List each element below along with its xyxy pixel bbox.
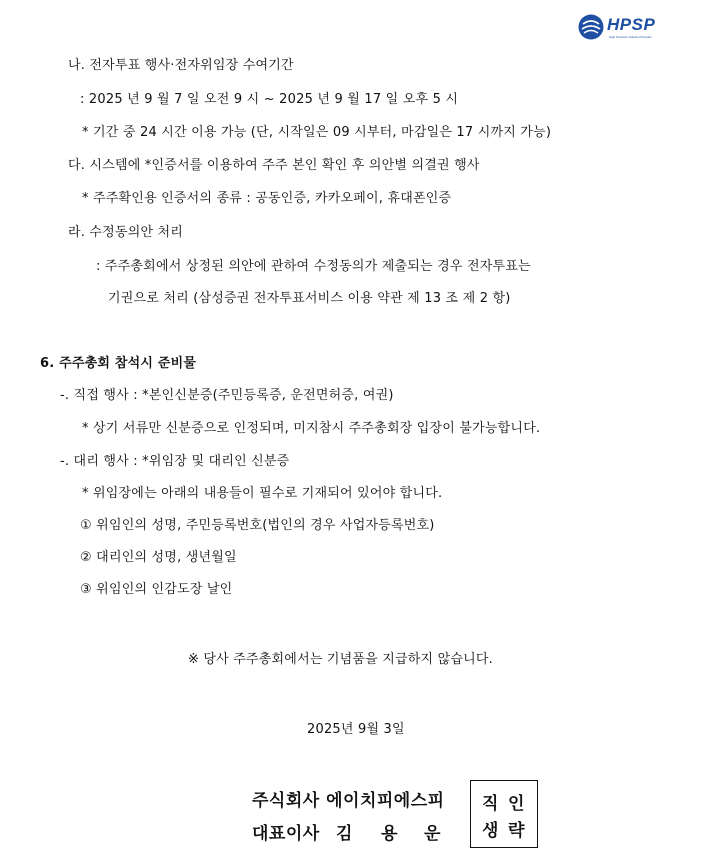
gift-notice: ※ 당사 주주총회에서는 기념품을 지급하지 않습니다. (188, 652, 494, 667)
direct-attendance: -. 직접 행사 : *본인신분증(주민등록증, 운전면허증, 여권) (60, 388, 394, 403)
direct-attendance-note: * 상기 서류만 신분증으로 인정되며, 미지참시 주주총회장 입장이 불가능합니다. (82, 421, 541, 436)
seal-box (470, 780, 538, 848)
logo-text: HPSP (607, 15, 656, 34)
proxy-item-2: ② 대리인의 성명, 생년월일 (80, 550, 237, 565)
proxy-item-1: ① 위임인의 성명, 주민등록번호(법인의 경우 사업자등록번호) (80, 518, 435, 533)
company-logo (578, 14, 655, 40)
seal-char-4: 략 (508, 821, 525, 841)
seal-char-3: 생 (482, 821, 499, 841)
ceo-name-char-1: 김 (336, 824, 353, 844)
certificate-types: * 주주확인용 인증서의 종류 : 공동인증, 카카오페이, 휴대폰인증 (82, 191, 452, 206)
globe-logo-icon (578, 14, 604, 40)
section-ra-title: 라. 수정동의안 처리 (68, 225, 184, 240)
document-date: 2025년 9월 3일 (307, 722, 405, 737)
section-da-title: 다. 시스템에 *인증서를 이용하여 주주 본인 확인 후 의안별 의결권 행사 (68, 158, 480, 173)
proxy-attendance-note: * 위임장에는 아래의 내용들이 필수로 기재되어 있어야 합니다. (82, 486, 443, 501)
seal-char-1: 직 (482, 794, 499, 814)
logo-subtext: High Pressure Solution Provider (609, 35, 652, 39)
voting-period: : 2025 년 9 월 7 일 오전 9 시 ~ 2025 년 9 월 17 일 오후 5 시 (80, 92, 459, 107)
seal-char-2: 인 (508, 794, 525, 814)
ceo-name-char-3: 운 (424, 824, 441, 844)
voting-period-note: * 기간 중 24 시간 이용 가능 (단, 시작일은 09 시부터, 마감일은 17 시까지 가능) (82, 125, 552, 140)
section-na-title: 나. 전자투표 행사·전자위임장 수여기간 (68, 58, 294, 73)
amendment-line-2: 기권으로 처리 (삼성증권 전자투표서비스 이용 약관 제 13 조 제 2 항) (108, 291, 511, 306)
ceo-name-char-2: 용 (381, 824, 398, 844)
proxy-item-3: ③ 위임인의 인감도장 날인 (80, 582, 233, 597)
proxy-attendance: -. 대리 행사 : *위임장 및 대리인 신분증 (60, 454, 290, 469)
section-6-heading: 6. 주주총회 참석시 준비물 (40, 356, 197, 371)
amendment-line-1: : 주주총회에서 상정된 의안에 관하여 수정동의가 제출되는 경우 전자투표는 (96, 259, 531, 274)
company-name: 주식회사 에이치피에스피 (252, 791, 445, 811)
ceo-title: 대표이사 (252, 824, 320, 844)
